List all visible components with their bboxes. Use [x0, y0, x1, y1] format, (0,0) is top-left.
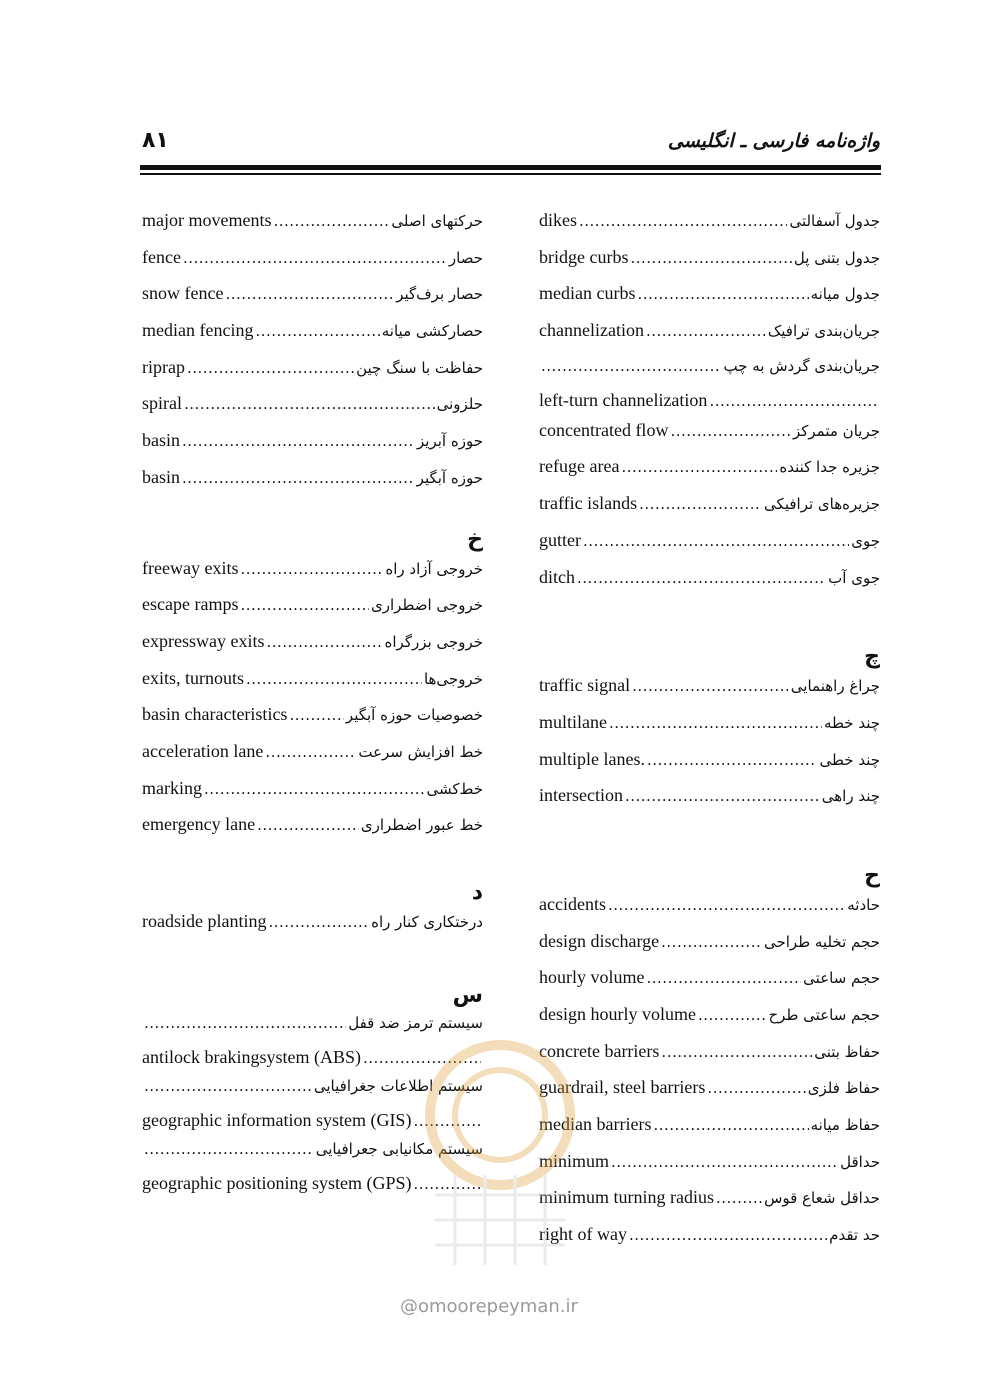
header-rule-thin [140, 173, 881, 175]
entry-persian: حصار برف‌گیر [396, 285, 483, 304]
entry-persian: حصارکشی میانه [381, 322, 483, 341]
leader-dots [225, 285, 394, 303]
entry-persian: سیستم اطلاعات جغرافیایی [313, 1076, 483, 1095]
entry-english: right of way [539, 1224, 627, 1245]
entry-english: design discharge [539, 930, 660, 951]
entry-english: ditch [539, 566, 575, 587]
entry-persian: حوزه آبریز [417, 432, 483, 451]
glossary-entry [539, 1077, 880, 1114]
glossary-entry [142, 911, 483, 948]
glossary-entry [142, 778, 483, 815]
leader-dots [630, 249, 791, 267]
entry-persian: حصار [448, 248, 483, 267]
glossary-entry [539, 567, 880, 604]
right-column [539, 210, 880, 1261]
leader-dots [541, 357, 721, 375]
leader-dots [144, 1140, 314, 1158]
running-title: واژه‌نامه فارسی ـ انگلیسی [667, 130, 880, 152]
entry-english: emergency lane [142, 814, 256, 835]
entry-persian: خروجی بزرگراه [384, 632, 483, 651]
section-header-khe [142, 504, 483, 558]
entry-english: geographic information system (GIS) [142, 1109, 412, 1130]
leader-dots [583, 532, 849, 550]
glossary-entry [539, 493, 880, 530]
entry-english: snow fence [142, 283, 224, 304]
glossary-entry [142, 357, 483, 394]
leader-dots [707, 1079, 805, 1097]
entry-persian: حفاظ بتنی [814, 1042, 880, 1061]
section-sin-entries [142, 1014, 483, 1203]
leader-dots [240, 596, 369, 614]
entry-english: concentrated flow [539, 419, 669, 440]
entry-english: concrete barriers [539, 1040, 660, 1061]
entry-english: spiral [142, 393, 182, 414]
glossary-entry [142, 320, 483, 357]
entry-english: minimum turning radius [539, 1187, 714, 1208]
left-entries-group [142, 210, 483, 504]
entry-persian: حجم تخلیه طراحی [763, 932, 880, 951]
glossary-entry [539, 785, 880, 822]
right-entries-group [539, 210, 880, 357]
entry-persian: خصوصیات حوزه آبگیر [345, 706, 483, 725]
leader-dots [184, 395, 435, 413]
entry-persian: جریان‌بندی ترافیک [767, 322, 880, 341]
leader-dots [698, 1006, 767, 1024]
entry-english: intersection [539, 785, 623, 806]
split-entry-persian-line [142, 1077, 483, 1110]
section-khe-entries [142, 558, 483, 852]
entry-persian: حفاظت با سنگ چین [356, 358, 483, 377]
entry-persian: سیستم مکانیابی جعرافیایی [315, 1139, 483, 1158]
glossary-entry [539, 931, 880, 968]
entry-persian: حداقل شعاع قوس [764, 1189, 880, 1208]
entry-persian: حجم ساعتی [803, 969, 880, 988]
entry-persian: حداقل [840, 1152, 880, 1171]
entry-english: guardrail, steel barriers [539, 1077, 706, 1098]
entry-persian: حد تقدم [829, 1226, 880, 1245]
entry-english: riprap [142, 356, 185, 377]
leader-dots [577, 569, 826, 587]
entry-persian: حوزه آبگیر [416, 468, 483, 487]
entry-english: multilane [539, 711, 607, 732]
entry-english: left-turn channelization [539, 389, 708, 410]
leader-dots [182, 432, 415, 450]
leader-dots [363, 1049, 481, 1067]
leader-dots [661, 933, 762, 951]
entry-persian: خروجی اضطراری [371, 596, 483, 615]
section-letter: چ [864, 644, 880, 670]
leader-dots [204, 780, 424, 798]
split-entry-english-line [142, 1173, 483, 1203]
entry-english: traffic signal [539, 675, 631, 696]
section-letter: ح [864, 862, 880, 888]
section-header-che [539, 603, 880, 675]
entry-persian: درختکاری کنار راه [371, 913, 483, 931]
entry-english: minimum [539, 1150, 610, 1171]
leader-dots [625, 787, 820, 805]
glossary-entry [142, 247, 483, 284]
glossary-entry [142, 393, 483, 430]
entry-english: median barriers [539, 1114, 652, 1135]
leader-dots [268, 913, 369, 931]
leader-dots [255, 322, 379, 340]
entry-english: median curbs [539, 283, 636, 304]
split-entry-english-line [142, 1047, 483, 1077]
entry-persian: جریان متمرکز [792, 421, 880, 440]
entry-english: basin characteristics [142, 704, 288, 725]
entry-english: geographic positioning system (GPS) [142, 1172, 412, 1193]
glossary-entry [539, 1224, 880, 1261]
leader-dots [629, 1226, 827, 1244]
glossary-entry [142, 668, 483, 705]
leader-dots [611, 1153, 838, 1171]
split-entry-english-line [539, 390, 880, 420]
glossary-entry [539, 420, 880, 457]
entry-english: refuge area [539, 456, 620, 477]
entry-persian: حلزونی [436, 395, 483, 414]
entry-persian: جزیره‌های ترافیکی [764, 495, 880, 514]
glossary-entry [142, 430, 483, 467]
entry-persian: چراغ راهنمایی [790, 677, 880, 696]
leader-dots [632, 677, 789, 695]
leader-dots [716, 1189, 762, 1207]
entry-english: hourly volume [539, 967, 645, 988]
leader-dots [183, 249, 447, 267]
glossary-entry [539, 456, 880, 493]
entry-persian: خروجی‌ها [423, 669, 483, 688]
section-dal-entries [142, 911, 483, 948]
leader-dots [266, 633, 382, 651]
glossary-entry [539, 1114, 880, 1151]
entry-english: expressway exits [142, 630, 265, 651]
leader-dots [187, 359, 354, 377]
entry-persian: حفاظ فلزی [807, 1079, 880, 1098]
split-entry-persian-line [142, 1014, 483, 1047]
leader-dots [647, 751, 817, 769]
header-rule-thick [140, 165, 881, 170]
entry-persian: حجم ساعتی طرح [768, 1006, 880, 1024]
entry-persian: خط افزایش سرعت [358, 742, 483, 761]
leader-dots [265, 743, 356, 761]
leader-dots [289, 706, 343, 724]
section-header-he [539, 822, 880, 894]
entry-english: escape ramps [142, 594, 239, 615]
section-he-entries [539, 894, 880, 1261]
glossary-entry [539, 320, 880, 357]
glossary-entry [142, 741, 483, 778]
entry-english: marking [142, 777, 202, 798]
glossary-entry [539, 1151, 880, 1188]
glossary-entry [539, 1004, 880, 1041]
leader-dots [646, 322, 766, 340]
section-letter: خ [467, 526, 483, 552]
glossary-entry [539, 712, 880, 749]
glossary-entry [539, 675, 880, 712]
glossary-entry [539, 530, 880, 567]
entry-persian: چند خطه [823, 713, 880, 732]
entry-english: design hourly volume [539, 1004, 696, 1024]
leader-dots [182, 469, 415, 487]
glossary-entry [142, 704, 483, 741]
entry-persian: سیستم ترمز ضد قفل [348, 1013, 483, 1032]
glossary-entry [539, 967, 880, 1004]
split-entry-english-line [142, 1110, 483, 1140]
section-header-dal [142, 851, 483, 911]
leader-dots [240, 560, 383, 578]
entry-english: fence [142, 246, 181, 267]
leader-dots [144, 1014, 346, 1032]
entry-english: freeway exits [142, 557, 239, 578]
entry-persian: جزیره جدا کننده [779, 458, 880, 477]
leader-dots [257, 816, 359, 834]
split-entry-persian-line [142, 1140, 483, 1173]
watermark-text: @omoorepeyman.ir [400, 1296, 578, 1317]
entry-persian: جریان‌بندی گردش به چپ [723, 356, 880, 375]
split-entry-persian-line [539, 357, 880, 390]
entry-english: roadside planting [142, 911, 267, 931]
leader-dots [661, 1043, 812, 1061]
entry-persian: چند خطی [819, 750, 880, 769]
entry-english: dikes [539, 210, 577, 230]
leader-dots [144, 1077, 312, 1095]
leader-dots [579, 212, 787, 230]
entry-english: bridge curbs [539, 246, 629, 267]
leader-dots [639, 495, 762, 513]
right-entries-group [539, 420, 880, 603]
entry-persian: خط عبور اضطراری [360, 816, 483, 835]
glossary-entry [539, 247, 880, 284]
entry-persian: جوی [851, 531, 880, 550]
glossary-entry [539, 283, 880, 320]
leader-dots [413, 1112, 481, 1130]
leader-dots [273, 212, 389, 230]
entry-english: exits, turnouts [142, 667, 244, 688]
glossary-entry [539, 210, 880, 247]
glossary-entry [142, 467, 483, 504]
entry-persian: خط‌کشی [426, 779, 483, 798]
entry-english: basin [142, 466, 180, 487]
entry-english: median fencing [142, 320, 254, 341]
entry-english: traffic islands [539, 493, 638, 514]
entry-persian: حرکتهای اصلی [391, 212, 483, 230]
entry-english: antilock brakingsystem (ABS) [142, 1046, 361, 1067]
glossary-entry [539, 749, 880, 786]
leader-dots [709, 392, 878, 410]
entry-english: multiple lanes. [539, 748, 645, 769]
glossary-entry [142, 210, 483, 247]
section-letter: د [471, 880, 483, 905]
entry-persian: خروجی آزاد راه [385, 559, 483, 578]
entry-persian: جدول میانه [810, 285, 880, 304]
glossary-entry [142, 558, 483, 595]
glossary-entry [539, 1187, 880, 1224]
entry-english: major movements [142, 210, 272, 230]
entry-persian: حفاظ میانه [810, 1116, 880, 1135]
leader-dots [609, 714, 822, 732]
section-letter: س [452, 982, 483, 1008]
leader-dots [608, 896, 845, 914]
glossary-entry [142, 631, 483, 668]
entry-english: gutter [539, 529, 581, 550]
entry-english: accidents [539, 893, 606, 914]
entry-persian: حادثه [847, 895, 880, 914]
entry-english: acceleration lane [142, 740, 264, 761]
entry-english: channelization [539, 320, 644, 341]
glossary-entry [142, 594, 483, 631]
section-che-entries [539, 675, 880, 822]
leader-dots [647, 969, 802, 987]
entry-persian: جدول آسفالتی [789, 212, 880, 230]
leader-dots [246, 670, 422, 688]
entry-english: basin [142, 430, 180, 451]
entry-persian: جدول بتنی پل [793, 248, 880, 267]
glossary-entry [539, 1041, 880, 1078]
leader-dots [670, 422, 791, 440]
left-column [142, 210, 483, 1203]
entry-persian: جوی آب [828, 568, 880, 587]
entry-persian: چند راهی [821, 787, 880, 806]
glossary-entry [539, 894, 880, 931]
glossary-entry [142, 283, 483, 320]
leader-dots [637, 285, 808, 303]
leader-dots [653, 1116, 808, 1134]
leader-dots [413, 1175, 481, 1193]
glossary-entry [142, 814, 483, 851]
section-header-sin [142, 948, 483, 1014]
page-number: ۸۱ [142, 128, 169, 153]
leader-dots [621, 458, 777, 476]
